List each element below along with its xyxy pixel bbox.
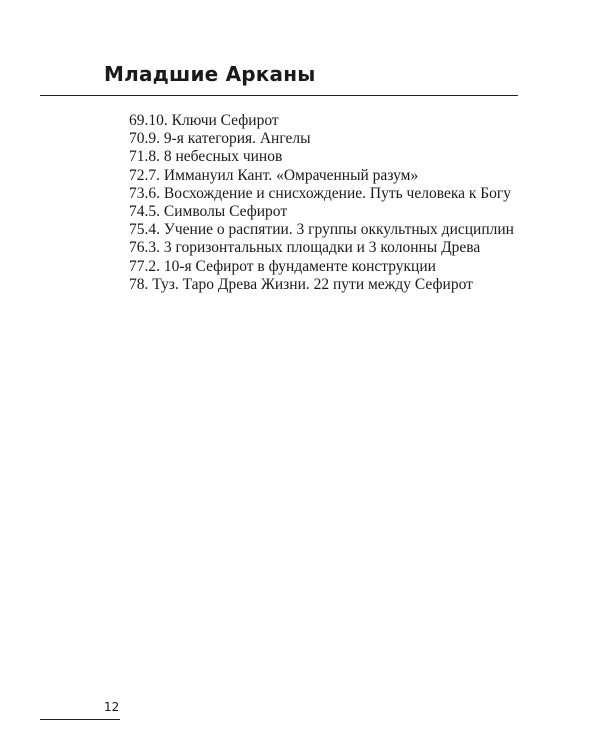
title-divider [40, 95, 518, 96]
toc-entry: 74.5. Символы Сефирот [129, 203, 288, 221]
toc-entry: 75.4. Учение о распятии. 3 группы оккультных дисциплин [129, 221, 514, 239]
toc-entry: 76.3. 3 горизонтальных площадки и 3 колонны Древа [129, 239, 481, 257]
section-title: Младшие Арканы [104, 62, 316, 86]
table-of-contents [129, 112, 514, 294]
toc-entry: 73.6. Восхождение и снисхождение. Путь человека к Богу [129, 184, 512, 202]
toc-entry: 71.8. 8 небесных чинов [129, 148, 283, 166]
toc-entry: 70.9. 9-я категория. Ангелы [129, 130, 311, 148]
toc-entry: 78. Туз. Таро Древа Жизни. 22 пути между Сефирот [129, 275, 473, 293]
toc-entry: 69.10. Ключи Сефирот [129, 112, 279, 129]
page-number: 12 [104, 700, 120, 714]
toc-entry: 77.2. 10-я Сефирот в фундаменте конструкции [129, 257, 436, 275]
toc-entry: 72.7. Иммануил Кант. «Омраченный разум» [129, 166, 419, 184]
footer-divider [40, 719, 120, 720]
